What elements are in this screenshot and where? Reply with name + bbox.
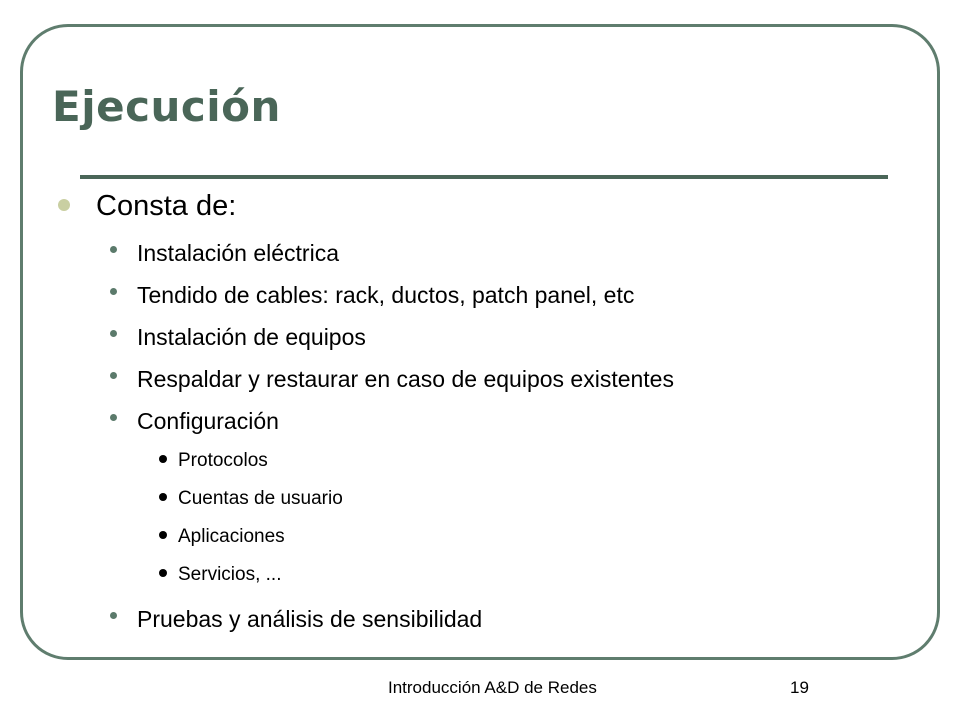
bullet-text: Instalación eléctrica <box>137 240 339 266</box>
bullet-text: Respaldar y restaurar en caso de equipos existentes <box>137 366 674 392</box>
bullet-dot-icon <box>110 372 117 379</box>
sub-bullet-item <box>58 442 898 480</box>
sub-bullet-item <box>58 518 898 556</box>
footer-text: Introducción A&D de Redes <box>388 678 597 697</box>
sub-bullet-text: Protocolos <box>178 450 268 471</box>
bullet-text: Pruebas y análisis de sensibilidad <box>137 606 483 632</box>
title-underline <box>80 175 888 179</box>
bullet-dot-icon <box>110 288 117 295</box>
bullet-list-level3 <box>58 442 898 594</box>
bullet-text: Tendido de cables: rack, ductos, patch panel, etc <box>137 282 635 308</box>
bullet-dot-icon <box>159 531 167 539</box>
bullet-text: Configuración <box>137 408 279 434</box>
bullet-item <box>58 598 898 640</box>
bullet-level1 <box>58 186 898 226</box>
bullet-item <box>58 232 898 274</box>
bullet-dot-icon <box>110 414 117 421</box>
bullet-dot-icon <box>110 246 117 253</box>
bullet-dot-icon <box>159 455 167 463</box>
bullet-item <box>58 358 898 400</box>
sub-bullet-item <box>58 556 898 594</box>
sub-bullet-text: Servicios, ... <box>178 564 282 585</box>
bullet-item <box>58 400 898 442</box>
bullet-dot-icon <box>159 493 167 501</box>
bullet-text: Instalación de equipos <box>137 324 366 350</box>
slide-content <box>58 186 898 640</box>
bullet-item <box>58 274 898 316</box>
bullet-text: Consta de: <box>96 190 237 222</box>
bullet-dot-icon <box>58 199 70 211</box>
slide-title: Ejecución <box>52 82 281 131</box>
sub-bullet-text: Cuentas de usuario <box>178 488 343 509</box>
sub-bullet-item <box>58 480 898 518</box>
page-number: 19 <box>790 678 809 697</box>
bullet-dot-icon <box>110 612 117 619</box>
bullet-list-level2 <box>58 232 898 640</box>
bullet-item <box>58 316 898 358</box>
sub-bullet-text: Aplicaciones <box>178 526 285 547</box>
bullet-dot-icon <box>110 330 117 337</box>
bullet-dot-icon <box>159 569 167 577</box>
